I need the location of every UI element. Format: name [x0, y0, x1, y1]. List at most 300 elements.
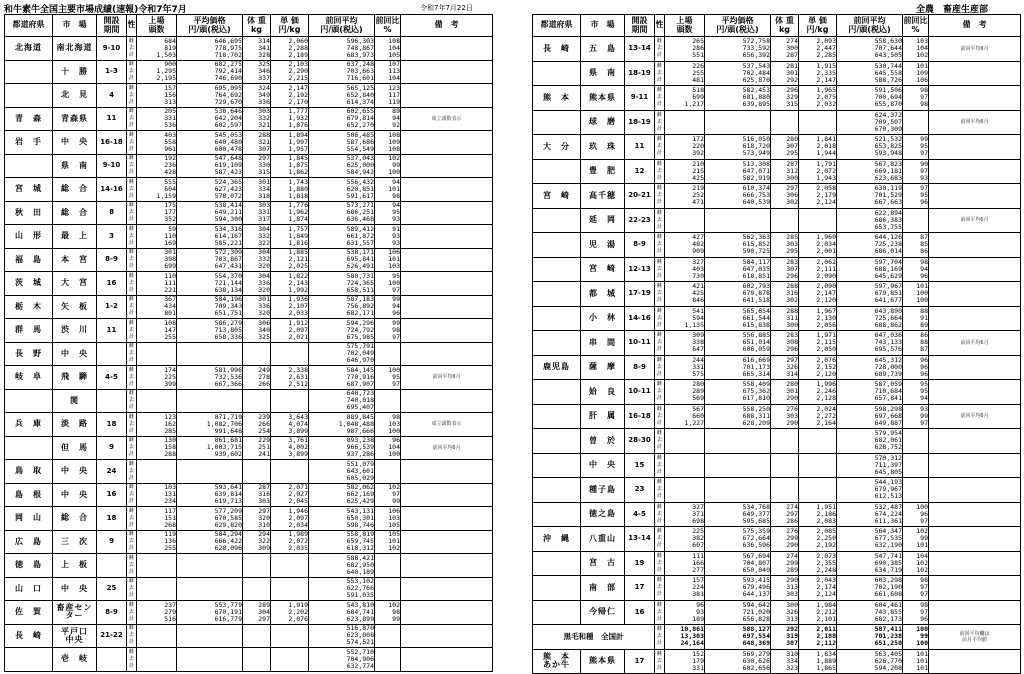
- prev-price-cell: [309, 483, 375, 507]
- sex-label: 雌: [128, 366, 134, 373]
- value: 2,248: [816, 565, 836, 574]
- ratio-cell: [903, 429, 929, 454]
- value: 304: [258, 224, 270, 233]
- value: 398: [164, 255, 176, 264]
- value: 532,487: [874, 502, 902, 511]
- sex-labels: [127, 248, 137, 272]
- value: 104: [388, 43, 400, 52]
- value: 707,644: [874, 44, 902, 53]
- value: 2,189: [288, 50, 308, 59]
- market-header: 市 場: [581, 15, 625, 37]
- sex-label: 雌: [128, 319, 134, 326]
- value: 2,164: [816, 418, 836, 427]
- value: 638,134: [214, 285, 242, 294]
- ratio-header: 前回比 %: [375, 15, 401, 37]
- value: 937,286: [346, 450, 374, 459]
- market-name: 関: [53, 389, 97, 413]
- value: 547,741: [874, 551, 902, 560]
- note-cell: [929, 453, 1021, 478]
- sex-label: 計: [656, 346, 662, 353]
- value: 661,872: [346, 231, 374, 240]
- report-title: 和牛素牛全国主要市場成績(速報)令和7年7月: [4, 5, 187, 15]
- value: 643,601: [346, 466, 374, 475]
- prev-price-cell: [309, 366, 375, 390]
- weight-cell: [771, 110, 799, 135]
- period-cell: 14-16: [97, 178, 127, 202]
- heads-cell: [665, 257, 705, 282]
- pref-header: 都道府県: [533, 15, 581, 37]
- value: 102: [388, 544, 400, 553]
- value: 604,461: [874, 600, 902, 609]
- value: 650,301: [346, 513, 374, 522]
- pref-cell: 山 形: [5, 225, 53, 249]
- value: 100: [388, 426, 400, 435]
- value: 106: [388, 248, 400, 257]
- heads-cell: [137, 648, 177, 672]
- heads-cell: [137, 60, 177, 84]
- prev-price-cell: [837, 478, 903, 503]
- pref-cell: 長 崎: [533, 37, 581, 62]
- sex-label: 雌: [128, 531, 134, 538]
- sex-label: 去: [128, 444, 134, 451]
- prev-price-cell: [837, 625, 903, 650]
- prev-price-header: 前回平均 円/頭(税込): [309, 15, 375, 37]
- value: 585,221: [214, 238, 242, 247]
- value: 572,309: [214, 248, 242, 257]
- value: 327: [692, 502, 704, 511]
- period-cell: 17: [625, 649, 655, 674]
- value: 640,189: [346, 567, 374, 576]
- sex-labels: [655, 282, 665, 307]
- sex-labels: [655, 625, 665, 650]
- value: 740,018: [346, 396, 374, 405]
- value: 552,710: [346, 647, 374, 656]
- market-row: [5, 342, 493, 366]
- sex-label: 雌: [128, 507, 134, 514]
- value: 701,238: [874, 632, 902, 641]
- unit-price-cell: [271, 507, 309, 531]
- value: 697,554: [742, 632, 770, 641]
- value: 326: [786, 607, 798, 616]
- period-cell: 18: [97, 413, 127, 437]
- market-name: 宮 崎: [581, 257, 625, 282]
- value: 682,171: [346, 309, 374, 318]
- sex-label: 去: [656, 45, 662, 52]
- avg-price-cell: [705, 453, 771, 478]
- value: 311: [786, 313, 798, 322]
- value: 558,409: [742, 380, 770, 389]
- value: 1,818: [288, 191, 308, 200]
- heads-cell: [665, 184, 705, 209]
- period-cell: 25: [97, 577, 127, 601]
- pref-cell: 沖 縄: [533, 527, 581, 552]
- weight-cell: [771, 184, 799, 209]
- value: [799, 437, 836, 444]
- value: 286: [692, 44, 704, 53]
- sex-labels: [127, 507, 137, 531]
- sex-label: 雌: [128, 625, 134, 632]
- value: [271, 578, 308, 585]
- value: 97: [920, 583, 928, 592]
- value: 684,741: [346, 607, 374, 616]
- market-name: 八重山: [581, 527, 625, 552]
- value: [799, 479, 836, 486]
- avg-price-cell: [705, 380, 771, 405]
- sex-label: 計: [128, 357, 134, 364]
- value: 1,777: [288, 107, 308, 116]
- value: [271, 357, 308, 364]
- value: 554,549: [346, 144, 374, 153]
- value: 594,300: [214, 215, 242, 224]
- period-cell: 13-14: [625, 37, 655, 62]
- value: 102: [388, 154, 400, 163]
- weight-cell: [771, 306, 799, 331]
- prev-price-cell: [309, 107, 375, 131]
- value: 381: [692, 590, 704, 599]
- pref-cell: 福 島: [5, 248, 53, 272]
- value: 655,870: [874, 100, 902, 109]
- sex-labels: [655, 37, 665, 62]
- avg-price-cell: [705, 404, 771, 429]
- avg-price-cell: [705, 331, 771, 356]
- value: 283: [786, 257, 798, 266]
- value: 616,779: [214, 614, 242, 623]
- value: 303: [258, 201, 270, 210]
- value: 2,025: [288, 262, 308, 271]
- avg-price-cell: [177, 389, 243, 413]
- sex-label: 去: [128, 397, 134, 404]
- value: [243, 461, 270, 468]
- note-header: 備 考: [401, 15, 493, 37]
- ratio-cell: [903, 110, 929, 135]
- value: 1,915: [816, 61, 836, 70]
- value: 2,043: [816, 576, 836, 585]
- value: 649,887: [874, 418, 902, 427]
- value: [665, 430, 704, 437]
- note-cell: [401, 648, 493, 672]
- value: 645,312: [874, 355, 902, 364]
- ratio-cell: [375, 154, 401, 178]
- sex-label: 計: [128, 122, 134, 129]
- period-cell: [97, 648, 127, 672]
- value: 632,190: [874, 541, 902, 550]
- period-cell: 23: [625, 478, 655, 503]
- value: 558: [164, 137, 176, 146]
- value: 534,316: [214, 224, 242, 233]
- value: 104: [916, 551, 928, 560]
- value: 604: [164, 184, 176, 193]
- value: [177, 390, 242, 397]
- sex-label: 計: [656, 125, 662, 132]
- sex-label: 計: [128, 615, 134, 622]
- sex-label: 去: [656, 265, 662, 272]
- ratio-cell: [375, 436, 401, 460]
- value: 2,186: [816, 509, 836, 518]
- value: 569: [692, 394, 704, 403]
- value: 87: [920, 345, 928, 354]
- value: [665, 455, 704, 462]
- pref-cell: [533, 61, 581, 86]
- value: 103: [388, 419, 400, 428]
- value: [799, 486, 836, 493]
- pref-cell: 兵 庫: [5, 413, 53, 437]
- sex-label: 去: [656, 388, 662, 395]
- prev-price-cell: [837, 429, 903, 454]
- value: 255: [692, 68, 704, 77]
- value: 434: [164, 302, 176, 311]
- value: [705, 486, 770, 493]
- sex-label: 雌: [656, 430, 662, 437]
- note-cell: [929, 478, 1021, 503]
- period-cell: 8-9: [625, 233, 655, 258]
- value: 733,592: [742, 44, 770, 53]
- heads-cell: [665, 306, 705, 331]
- value: 1,960: [816, 233, 836, 242]
- weight-cell: [771, 429, 799, 454]
- sex-label: 計: [656, 272, 662, 279]
- heads-cell: [665, 502, 705, 527]
- value: 801: [164, 309, 176, 318]
- value: 658,511: [346, 285, 374, 294]
- avg-price-cell: [177, 483, 243, 507]
- value: 329: [786, 93, 798, 102]
- value: 575,359: [742, 527, 770, 536]
- note-cell: [929, 355, 1021, 380]
- pref-cell: 岩 手: [5, 131, 53, 155]
- value: 119: [164, 530, 176, 539]
- value: 102: [916, 527, 928, 536]
- sex-label: 計: [656, 468, 662, 475]
- value: 695,095: [214, 83, 242, 92]
- value: 2,272: [816, 411, 836, 420]
- weight-cell: [243, 366, 271, 390]
- avg-price-cell: [705, 429, 771, 454]
- value: 666,753: [742, 191, 770, 200]
- value: 1,996: [816, 380, 836, 389]
- value: 331: [164, 114, 176, 123]
- pref-cell: 宮 崎: [533, 184, 581, 209]
- sex-labels: [655, 86, 665, 111]
- value: 618,312: [346, 544, 374, 553]
- value: 570,312: [874, 453, 902, 462]
- sex-labels: [655, 404, 665, 429]
- value: 2,071: [288, 483, 308, 492]
- value: 619,109: [214, 161, 242, 170]
- value: 889,845: [346, 412, 374, 421]
- sex-labels: [127, 648, 137, 672]
- value: 287: [786, 51, 798, 60]
- ratio-cell: [375, 37, 401, 61]
- market-name: 矢 板: [53, 295, 97, 319]
- avg-price-cell: [177, 601, 243, 625]
- value: 91: [920, 313, 928, 322]
- value: 97: [920, 590, 928, 599]
- value: 117: [164, 506, 176, 515]
- value: 2,147: [288, 83, 308, 92]
- weight-cell: [243, 225, 271, 249]
- sex-label: 計: [656, 640, 662, 647]
- department-label: 全農 畜産生産部: [916, 5, 989, 15]
- value: 662,169: [346, 490, 374, 499]
- sex-label: 計: [128, 639, 134, 646]
- weight-cell: [771, 527, 799, 552]
- period-cell: 24: [97, 460, 127, 484]
- value: 310: [258, 520, 270, 529]
- value: 177: [164, 208, 176, 217]
- heads-cell: [137, 436, 177, 460]
- value: 2,288: [288, 43, 308, 52]
- avg-price-cell: [705, 86, 771, 111]
- value: 59: [168, 224, 176, 233]
- market-row: [5, 131, 493, 155]
- value: 573,949: [742, 149, 770, 158]
- value: 189: [692, 614, 704, 623]
- sex-label: 去: [656, 437, 662, 444]
- pref-cell: 熊 本 あか牛: [533, 649, 581, 674]
- note-cell: [401, 624, 493, 648]
- sex-labels: [655, 478, 665, 503]
- value: 679,851: [874, 289, 902, 298]
- value: [903, 479, 928, 486]
- ratio-cell: [903, 453, 929, 478]
- value: 607: [692, 541, 704, 550]
- value: 2,021: [288, 332, 308, 341]
- value: 98: [392, 607, 400, 616]
- market-name: 熊本県: [581, 86, 625, 111]
- value: 96: [920, 369, 928, 378]
- value: [137, 343, 176, 350]
- avg-price-cell: [177, 295, 243, 319]
- value: 652,270: [346, 121, 374, 130]
- weight-cell: [243, 530, 271, 554]
- weight-cell: [243, 624, 271, 648]
- sex-label: 雌: [128, 343, 134, 350]
- value: [177, 663, 242, 670]
- sex-label: 雌: [656, 185, 662, 192]
- value: 709,343: [214, 302, 242, 311]
- note-cell: [929, 502, 1021, 527]
- value: 95: [920, 387, 928, 396]
- value: [903, 455, 928, 462]
- value: 657,841: [874, 394, 902, 403]
- value: 106: [916, 75, 928, 84]
- value: 624,372: [874, 110, 902, 119]
- value: 123: [388, 83, 400, 92]
- prev-price-cell: [309, 131, 375, 155]
- unit-price-cell: [271, 601, 309, 625]
- prev-price-cell: [309, 624, 375, 648]
- value: 301: [164, 248, 176, 257]
- market-row: [5, 248, 493, 272]
- value: [243, 475, 270, 482]
- sex-label: 計: [656, 493, 662, 500]
- value: 157: [692, 576, 704, 585]
- value: 321: [258, 137, 270, 146]
- value: 1,944: [816, 149, 836, 158]
- period-cell: 28-30: [625, 429, 655, 454]
- value: 686,014: [874, 247, 902, 256]
- sex-labels: [127, 601, 137, 625]
- value: 602,793: [742, 282, 770, 291]
- value: 792,414: [214, 67, 242, 76]
- weight-cell: [771, 331, 799, 356]
- value: 103: [916, 37, 928, 46]
- value: [271, 555, 308, 562]
- sex-labels: [655, 600, 665, 625]
- market-name: 串 間: [581, 331, 625, 356]
- market-name: 飛 騨: [53, 366, 97, 390]
- value: 93: [920, 404, 928, 413]
- value: 2,050: [816, 345, 836, 354]
- value: 98: [392, 412, 400, 421]
- value: [705, 444, 770, 451]
- value: 647: [692, 345, 704, 354]
- value: 688,311: [742, 411, 770, 420]
- avg-price-cell: [705, 527, 771, 552]
- ratio-cell: [903, 233, 929, 258]
- value: [177, 350, 242, 357]
- sex-labels: [655, 208, 665, 233]
- value: [137, 350, 176, 357]
- weight-cell: [771, 282, 799, 307]
- value: 289: [692, 387, 704, 396]
- sex-label: 去: [128, 326, 134, 333]
- value: 367: [164, 295, 176, 304]
- heads-cell: [665, 331, 705, 356]
- note-cell: [929, 135, 1021, 160]
- prev-price-cell: [309, 389, 375, 413]
- value: 642,204: [214, 114, 242, 123]
- value: [375, 357, 400, 364]
- value: 644,137: [742, 590, 770, 599]
- value: [799, 455, 836, 462]
- period-cell: 16: [625, 600, 655, 625]
- sex-labels: [127, 436, 137, 460]
- value: [243, 350, 270, 357]
- value: 100: [916, 502, 928, 511]
- value: 100: [388, 278, 400, 287]
- value: 645,558: [874, 68, 902, 77]
- value: 1,992: [288, 285, 308, 294]
- value: [375, 663, 400, 670]
- value: 3,899: [288, 450, 308, 459]
- value: 304: [258, 271, 270, 280]
- ratio-cell: [903, 527, 929, 552]
- value: 695,841: [346, 255, 374, 264]
- sex-label: 計: [128, 404, 134, 411]
- market-name: 南 部: [581, 576, 625, 601]
- sex-label: 雌: [128, 131, 134, 138]
- value: 846: [692, 296, 704, 305]
- value: 2,111: [816, 264, 836, 273]
- sex-label: 去: [128, 420, 134, 427]
- period-cell: 18-19: [625, 110, 655, 135]
- value: 2,152: [816, 362, 836, 371]
- value: 1,919: [288, 600, 308, 609]
- avg-price-cell: [177, 154, 243, 178]
- value: 516: [164, 614, 176, 623]
- unit-price-cell: [271, 460, 309, 484]
- sex-label: 雌: [128, 437, 134, 444]
- value: 2,170: [288, 97, 308, 106]
- value: 653,825: [874, 142, 902, 151]
- value: 1,965: [816, 86, 836, 95]
- pref-cell: [5, 389, 53, 413]
- sex-label: 去: [656, 510, 662, 517]
- value: 670,585: [214, 513, 242, 522]
- value: 101: [916, 541, 928, 550]
- value: [137, 585, 176, 592]
